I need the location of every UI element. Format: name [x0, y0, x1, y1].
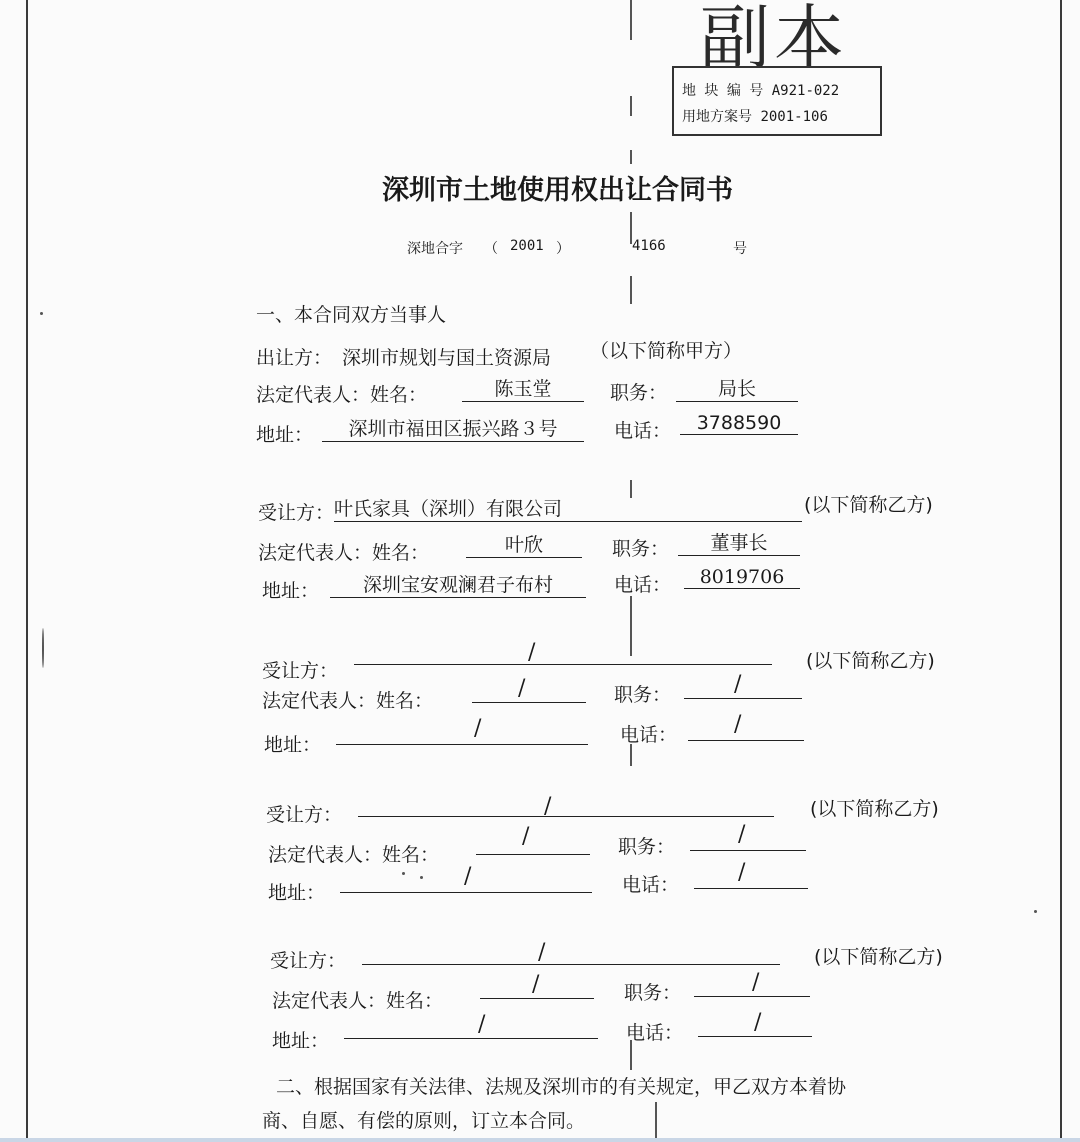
- blank-slash: /: [752, 970, 760, 995]
- scheme-number-row: [682, 104, 880, 130]
- blank-party-name-line: [362, 964, 780, 965]
- blank-phone-label: 电话：: [626, 1022, 684, 1044]
- scheme-number-value: 2001-106: [760, 109, 828, 125]
- scan-speck: [42, 628, 44, 668]
- blank-slash: /: [734, 712, 742, 737]
- blank-slash: /: [734, 672, 742, 697]
- blank-phone-line: [688, 740, 804, 741]
- blank-slash: /: [474, 716, 482, 741]
- party-b-rep-name: 叶欣: [466, 530, 582, 558]
- party-b-address-label: 地址：: [262, 580, 320, 602]
- plot-info-box: [672, 66, 882, 136]
- blank-party-label: 受让方：: [262, 660, 339, 682]
- contract-close-paren: ）: [556, 241, 570, 257]
- blank-title-line: [684, 698, 802, 699]
- contract-year: 2001: [510, 238, 544, 254]
- blank-address-line: [344, 1038, 598, 1039]
- blank-title-label: 职务：: [618, 836, 676, 858]
- party-a-rep-label: 法定代表人：姓名：: [256, 384, 428, 406]
- plot-number-value: A921-022: [771, 83, 840, 99]
- party-a-abbr: （以下简称甲方）: [590, 340, 743, 362]
- blank-slash: /: [738, 822, 746, 847]
- blank-rep-label: 法定代表人：姓名：: [268, 844, 440, 866]
- scan-speck: [1034, 910, 1037, 913]
- party-b-phone-label: 电话：: [614, 574, 672, 596]
- party-a-label: 出让方：: [256, 347, 333, 369]
- blank-slash: /: [518, 676, 526, 701]
- party-b-phone: 8019706: [684, 566, 800, 589]
- blank-phone-label: 电话：: [620, 724, 678, 746]
- blank-phone-line: [698, 1036, 812, 1037]
- party-a-title-value: 局长: [676, 374, 798, 402]
- blank-rep-label: 法定代表人：姓名：: [272, 990, 444, 1012]
- blank-phone-label: 电话：: [622, 874, 680, 896]
- blank-slash: /: [532, 972, 540, 997]
- blank-title-line: [694, 996, 810, 997]
- scan-border-right: [1060, 0, 1062, 1142]
- blank-title-line: [690, 850, 806, 851]
- scan-border-left: [26, 0, 28, 1142]
- fold-mark: [630, 150, 632, 164]
- contract-suffix: 号: [733, 241, 747, 257]
- party-a-address: 深圳市福田区振兴路３号: [322, 414, 584, 442]
- blank-party-label: 受让方：: [266, 804, 343, 826]
- party-b-name: 叶氏家具（深圳）有限公司: [334, 494, 802, 522]
- blank-party-name-line: [354, 664, 772, 665]
- party-a-name: 深圳市规划与国土资源局: [342, 347, 552, 369]
- blank-party-abbr: (以下简称乙方): [814, 946, 943, 968]
- blank-address-label: 地址：: [272, 1030, 330, 1052]
- contract-open-paren: （: [484, 241, 498, 257]
- blank-party-abbr: (以下简称乙方): [806, 650, 935, 672]
- section1-heading: 一、本合同双方当事人: [256, 304, 447, 326]
- blank-slash: /: [738, 860, 746, 885]
- scan-speck: [402, 872, 405, 875]
- blank-rep-line: [476, 854, 590, 855]
- party-b-address: 深圳宝安观澜君子布村: [330, 570, 586, 598]
- blank-address-line: [336, 744, 588, 745]
- copy-stamp: 副本: [700, 0, 848, 79]
- document-title: 深圳市土地使用权出让合同书: [382, 175, 733, 206]
- blank-slash: /: [538, 940, 546, 965]
- fold-mark: [630, 596, 632, 656]
- party-b-title-value: 董事长: [678, 528, 800, 556]
- blank-address-label: 地址：: [264, 734, 322, 756]
- scan-bottom-band: [0, 1138, 1080, 1142]
- party-b-label: 受让方：: [258, 502, 335, 524]
- blank-rep-line: [472, 702, 586, 703]
- party-a-phone: 3788590: [680, 412, 798, 435]
- blank-address-line: [340, 892, 592, 893]
- party-b-rep-label: 法定代表人：姓名：: [258, 542, 430, 564]
- blank-slash: /: [754, 1010, 762, 1035]
- plot-number-label: 地 块 编 号: [682, 83, 764, 99]
- blank-title-label: 职务：: [624, 982, 682, 1004]
- party-a-address-label: 地址：: [256, 424, 314, 446]
- contract-number: 4166: [632, 238, 666, 254]
- plot-number-row: [682, 78, 880, 104]
- blank-slash: /: [478, 1012, 486, 1037]
- blank-address-label: 地址：: [268, 882, 326, 904]
- blank-phone-line: [694, 888, 808, 889]
- blank-slash: /: [464, 864, 472, 889]
- blank-party-abbr: (以下简称乙方): [810, 798, 939, 820]
- section2-line1: 二、根据国家有关法律、法规及深圳市的有关规定，甲乙双方本着协: [276, 1076, 847, 1098]
- blank-party-name-line: [358, 816, 774, 817]
- blank-slash: /: [544, 794, 552, 819]
- blank-rep-line: [480, 998, 594, 999]
- section2-line2: 商、自愿、有偿的原则，订立本合同。: [262, 1110, 586, 1132]
- blank-party-label: 受让方：: [270, 950, 347, 972]
- scheme-number-label: 用地方案号: [682, 109, 752, 125]
- party-a-phone-label: 电话：: [614, 420, 672, 442]
- party-a-title-label: 职务：: [610, 382, 668, 404]
- blank-title-label: 职务：: [614, 684, 672, 706]
- fold-mark: [630, 0, 632, 40]
- fold-mark: [655, 1102, 657, 1138]
- blank-slash: /: [528, 640, 536, 665]
- scan-speck: [40, 312, 43, 315]
- blank-slash: /: [522, 824, 530, 849]
- fold-mark: [630, 96, 632, 116]
- party-b-abbr: (以下简称乙方): [804, 494, 933, 516]
- party-a-rep-name: 陈玉堂: [462, 374, 584, 402]
- contract-prefix: 深地合字: [407, 241, 463, 257]
- party-b-title-label: 职务：: [612, 538, 670, 560]
- fold-mark: [630, 744, 632, 766]
- scan-speck: [420, 876, 423, 879]
- blank-rep-label: 法定代表人：姓名：: [262, 690, 434, 712]
- fold-mark: [630, 276, 632, 304]
